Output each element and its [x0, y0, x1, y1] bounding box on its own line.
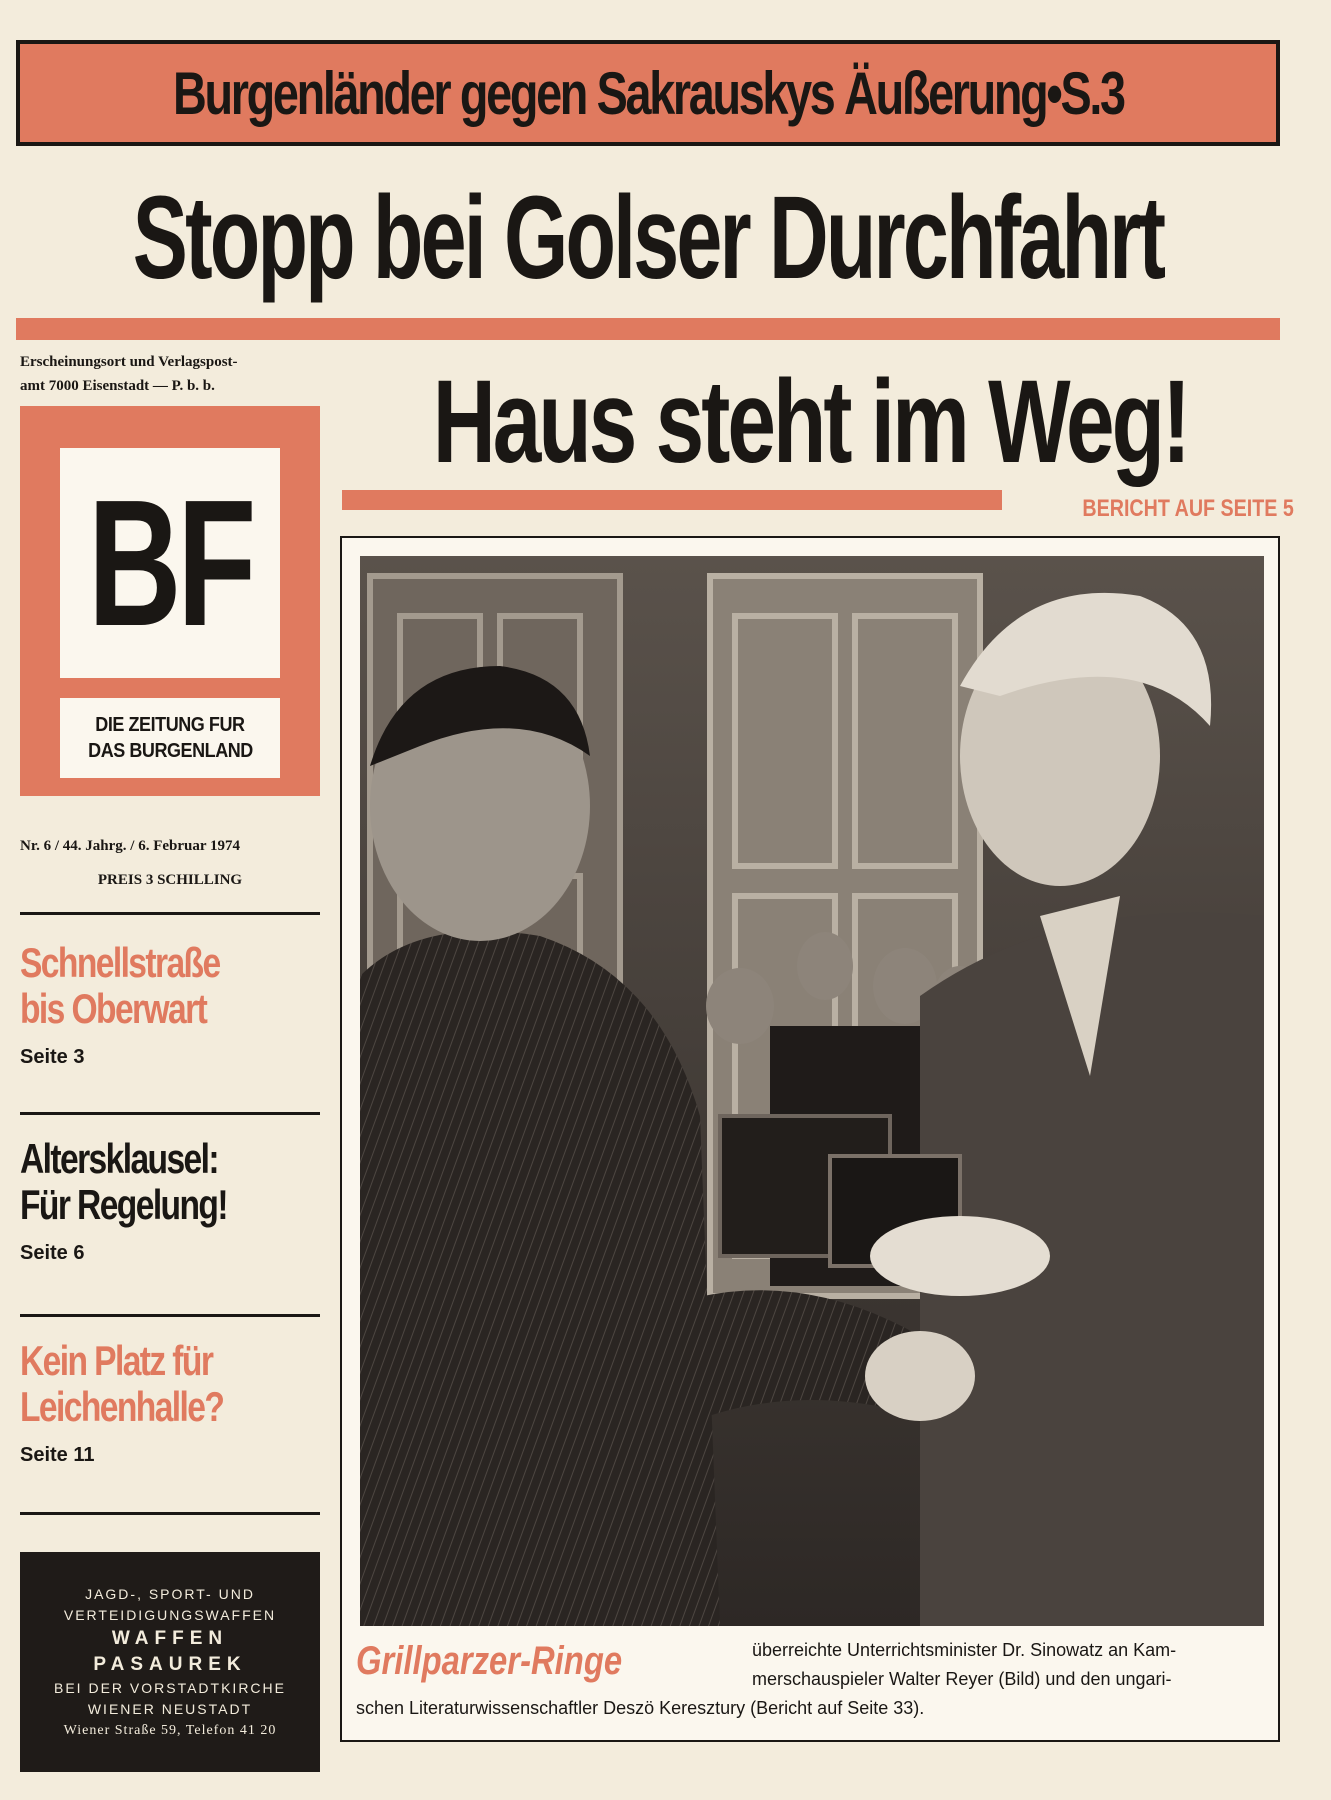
logo-tagline	[60, 698, 280, 778]
photo-caption-line-2: merschauspieler Walter Reyer (Bild) und den ungari-	[752, 1669, 1172, 1689]
teaser-1-page: Seite 3	[20, 1046, 85, 1068]
teaser-1-line-1: Schnellstraße	[20, 939, 220, 986]
teaser-separator	[20, 1512, 320, 1515]
advertisement	[20, 1552, 320, 1772]
report-reference	[1004, 494, 1294, 524]
teaser-2[interactable]	[20, 1136, 320, 1296]
secondary-headline	[330, 352, 1290, 492]
logo	[60, 448, 280, 678]
teaser-2-line-2: Für Regelung!	[20, 1181, 227, 1228]
secondary-headline-text: Haus steht im Weg!	[432, 356, 1188, 488]
logo-tagline-line-1: DIE ZEITUNG FUR	[95, 714, 245, 736]
teaser-3-line-2: Leichenhalle?	[20, 1383, 224, 1430]
teaser-separator	[20, 1112, 320, 1115]
teaser-separator	[20, 1314, 320, 1317]
teaser-1[interactable]	[20, 940, 320, 1100]
photo-caption-title	[356, 1636, 736, 1686]
teaser-2-page: Seite 6	[20, 1242, 85, 1264]
teaser-1-line-2: bis Oberwart	[20, 985, 207, 1032]
main-headline	[16, 168, 1280, 308]
red-divider-top	[16, 318, 1280, 340]
impressum-line-2: amt 7000 Eisenstadt — P. b. b.	[20, 378, 215, 394]
impressum-line-1: Erscheinungsort und Verlagspost-	[20, 354, 238, 370]
top-banner-text: Burgenländer gegen Sakrauskys Äußerung•S.3	[172, 59, 1124, 127]
logo-letters: BF	[87, 462, 253, 664]
ad-line-7: Wiener Straße 59, Telefon 41 20	[63, 1722, 277, 1738]
teaser-separator	[20, 912, 320, 915]
red-divider-bottom	[342, 490, 1002, 510]
photo-caption-line-1: überreichte Unterrichtsminister Dr. Sinowatz an Kam-	[752, 1640, 1177, 1660]
logo-tagline-line-2: DAS BURGENLAND	[87, 740, 253, 762]
photo-caption-line-3: schen Literaturwissenschaftler Deszö Keresztury (Bericht auf Seite 33).	[356, 1698, 925, 1718]
ad-line-1: JAGD-, SPORT- UND	[85, 1585, 255, 1602]
top-banner-headline	[16, 40, 1280, 146]
ad-line-6: WIENER NEUSTADT	[87, 1700, 253, 1717]
report-reference-text: BERICHT AUF SEITE 5	[1082, 495, 1294, 522]
price-info: PREIS 3 SCHILLING	[97, 872, 243, 888]
impressum	[20, 350, 320, 398]
ad-line-4: PASAUREK	[93, 1653, 247, 1675]
teaser-3-page: Seite 11	[20, 1444, 95, 1466]
teaser-3[interactable]	[20, 1338, 320, 1508]
teaser-2-line-1: Altersklausel:	[20, 1135, 218, 1182]
main-headline-text: Stopp bei Golser Durchfahrt	[132, 172, 1164, 304]
ad-line-5: BEI DER VORSTADTKIRCHE	[54, 1679, 286, 1696]
ad-line-3: WAFFEN	[111, 1627, 229, 1649]
photo-illustration	[360, 556, 1264, 1626]
teaser-3-line-1: Kein Platz für	[20, 1337, 213, 1384]
issue-info: Nr. 6 / 44. Jahrg. / 6. Februar 1974	[20, 838, 240, 854]
news-photo	[360, 556, 1264, 1626]
ad-line-2: VERTEIDIGUNGSWAFFEN	[63, 1606, 277, 1623]
photo-caption-title-text: Grillparzer-Ringe	[356, 1638, 623, 1683]
